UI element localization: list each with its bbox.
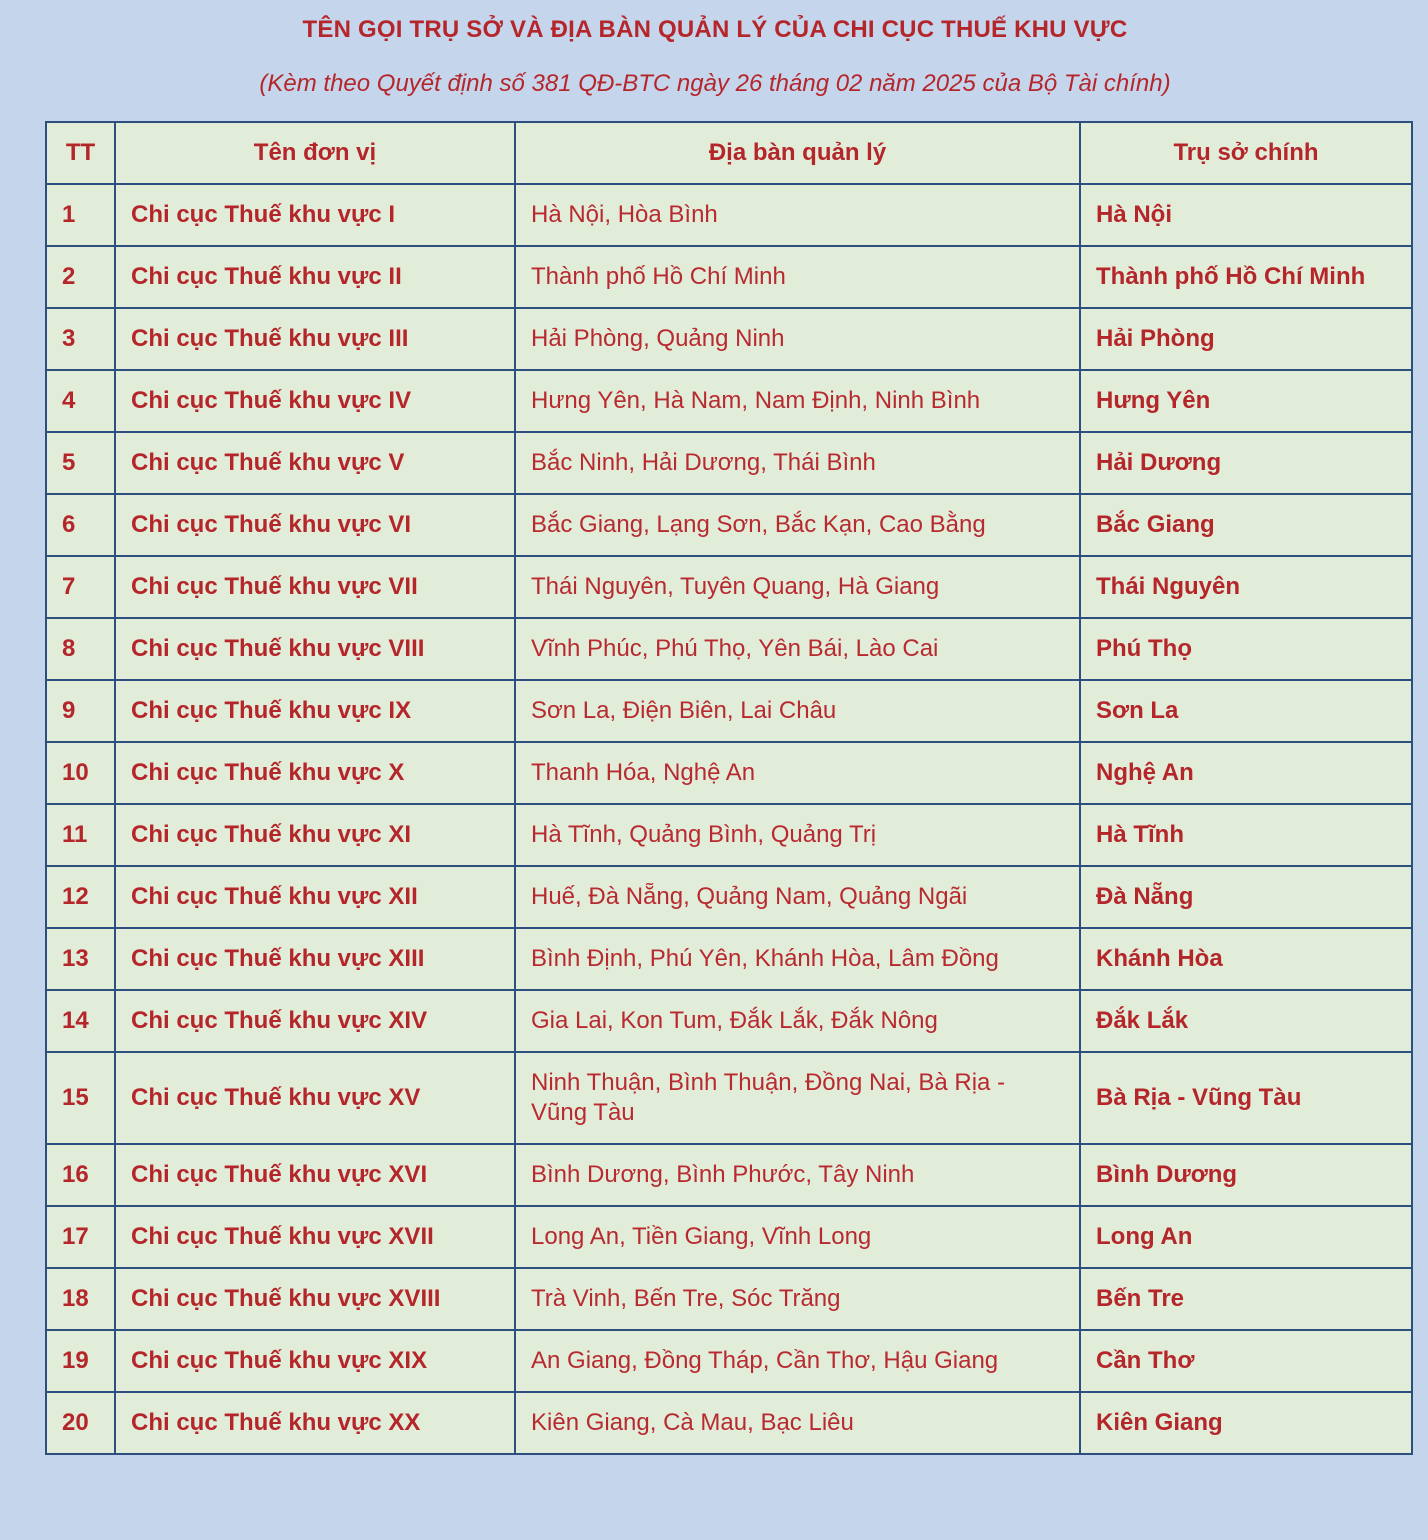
header-management-area: Địa bàn quản lý xyxy=(515,122,1080,184)
row-management-area-cell: Thái Nguyên, Tuyên Quang, Hà Giang xyxy=(515,556,1080,618)
header-row xyxy=(46,122,1412,184)
row-unit-name-cell: Chi cục Thuế khu vực X xyxy=(115,742,515,804)
table-row xyxy=(46,866,1412,928)
row-headquarters-cell: Hải Dương xyxy=(1080,432,1412,494)
row-management-area-cell: Ninh Thuận, Bình Thuận, Đồng Nai, Bà Rịa - Vũng Tàu xyxy=(515,1052,1080,1144)
table-row xyxy=(46,1052,1412,1144)
row-tt-cell: 5 xyxy=(46,432,115,494)
table-row xyxy=(46,1144,1412,1206)
row-unit-name-cell: Chi cục Thuế khu vực IV xyxy=(115,370,515,432)
table-row xyxy=(46,1392,1412,1454)
table-row xyxy=(46,494,1412,556)
table-row xyxy=(46,618,1412,680)
row-management-area-cell: Bình Dương, Bình Phước, Tây Ninh xyxy=(515,1144,1080,1206)
row-unit-name-cell: Chi cục Thuế khu vực XIV xyxy=(115,990,515,1052)
table-row xyxy=(46,1206,1412,1268)
row-unit-name-cell: Chi cục Thuế khu vực II xyxy=(115,246,515,308)
row-management-area-cell: An Giang, Đồng Tháp, Cần Thơ, Hậu Giang xyxy=(515,1330,1080,1392)
document-subtitle: (Kèm theo Quyết định số 381 QĐ-BTC ngày 26 tháng 02 năm 2025 của Bộ Tài chính) xyxy=(259,70,1171,97)
row-tt-cell: 18 xyxy=(46,1268,115,1330)
row-tt-cell: 17 xyxy=(46,1206,115,1268)
row-tt-cell: 19 xyxy=(46,1330,115,1392)
row-tt-cell: 3 xyxy=(46,308,115,370)
row-unit-name-cell: Chi cục Thuế khu vực VI xyxy=(115,494,515,556)
row-headquarters-cell: Long An xyxy=(1080,1206,1412,1268)
table-row xyxy=(46,308,1412,370)
row-headquarters-cell: Phú Thọ xyxy=(1080,618,1412,680)
row-tt-cell: 2 xyxy=(46,246,115,308)
row-headquarters-cell: Bắc Giang xyxy=(1080,494,1412,556)
table-row xyxy=(46,556,1412,618)
row-tt-cell: 1 xyxy=(46,184,115,246)
row-management-area-cell: Thanh Hóa, Nghệ An xyxy=(515,742,1080,804)
row-headquarters-cell: Bình Dương xyxy=(1080,1144,1412,1206)
table-row xyxy=(46,1330,1412,1392)
table-row xyxy=(46,184,1412,246)
row-unit-name-cell: Chi cục Thuế khu vực XIX xyxy=(115,1330,515,1392)
table-body xyxy=(46,184,1412,1454)
row-unit-name-cell: Chi cục Thuế khu vực I xyxy=(115,184,515,246)
row-tt-cell: 11 xyxy=(46,804,115,866)
table-row xyxy=(46,742,1412,804)
row-tt-cell: 8 xyxy=(46,618,115,680)
row-headquarters-cell: Nghệ An xyxy=(1080,742,1412,804)
header-tt: TT xyxy=(46,122,115,184)
row-management-area-cell: Hà Tĩnh, Quảng Bình, Quảng Trị xyxy=(515,804,1080,866)
row-headquarters-cell: Thành phố Hồ Chí Minh xyxy=(1080,246,1412,308)
row-management-area-cell: Sơn La, Điện Biên, Lai Châu xyxy=(515,680,1080,742)
row-tt-cell: 4 xyxy=(46,370,115,432)
row-management-area-cell: Hà Nội, Hòa Bình xyxy=(515,184,1080,246)
row-headquarters-cell: Khánh Hòa xyxy=(1080,928,1412,990)
row-unit-name-cell: Chi cục Thuế khu vực VIII xyxy=(115,618,515,680)
row-management-area-cell: Vĩnh Phúc, Phú Thọ, Yên Bái, Lào Cai xyxy=(515,618,1080,680)
row-tt-cell: 20 xyxy=(46,1392,115,1454)
row-management-area-cell: Hưng Yên, Hà Nam, Nam Định, Ninh Bình xyxy=(515,370,1080,432)
table-row xyxy=(46,928,1412,990)
row-headquarters-cell: Hà Tĩnh xyxy=(1080,804,1412,866)
row-headquarters-cell: Sơn La xyxy=(1080,680,1412,742)
row-tt-cell: 9 xyxy=(46,680,115,742)
row-tt-cell: 6 xyxy=(46,494,115,556)
row-headquarters-cell: Bến Tre xyxy=(1080,1268,1412,1330)
row-headquarters-cell: Kiên Giang xyxy=(1080,1392,1412,1454)
table-header xyxy=(46,122,1412,184)
row-management-area-cell: Thành phố Hồ Chí Minh xyxy=(515,246,1080,308)
row-management-area-cell: Trà Vinh, Bến Tre, Sóc Trăng xyxy=(515,1268,1080,1330)
row-unit-name-cell: Chi cục Thuế khu vực IX xyxy=(115,680,515,742)
document-title: TÊN GỌI TRỤ SỞ VÀ ĐỊA BÀN QUẢN LÝ CỦA CHI CỤC THUẾ KHU VỰC xyxy=(302,16,1128,43)
row-unit-name-cell: Chi cục Thuế khu vực XVI xyxy=(115,1144,515,1206)
row-headquarters-cell: Thái Nguyên xyxy=(1080,556,1412,618)
row-tt-cell: 12 xyxy=(46,866,115,928)
row-management-area-cell: Bình Định, Phú Yên, Khánh Hòa, Lâm Đồng xyxy=(515,928,1080,990)
row-headquarters-cell: Hưng Yên xyxy=(1080,370,1412,432)
table-row xyxy=(46,990,1412,1052)
row-unit-name-cell: Chi cục Thuế khu vực XVII xyxy=(115,1206,515,1268)
row-headquarters-cell: Hà Nội xyxy=(1080,184,1412,246)
table-row xyxy=(46,804,1412,866)
row-management-area-cell: Kiên Giang, Cà Mau, Bạc Liêu xyxy=(515,1392,1080,1454)
row-unit-name-cell: Chi cục Thuế khu vực XI xyxy=(115,804,515,866)
row-tt-cell: 14 xyxy=(46,990,115,1052)
row-tt-cell: 10 xyxy=(46,742,115,804)
table-row xyxy=(46,370,1412,432)
row-unit-name-cell: Chi cục Thuế khu vực III xyxy=(115,308,515,370)
row-unit-name-cell: Chi cục Thuế khu vực V xyxy=(115,432,515,494)
row-tt-cell: 15 xyxy=(46,1052,115,1144)
row-management-area-cell: Long An, Tiền Giang, Vĩnh Long xyxy=(515,1206,1080,1268)
tax-region-table xyxy=(45,121,1413,1455)
row-management-area-cell: Bắc Giang, Lạng Sơn, Bắc Kạn, Cao Bằng xyxy=(515,494,1080,556)
row-unit-name-cell: Chi cục Thuế khu vực VII xyxy=(115,556,515,618)
row-tt-cell: 16 xyxy=(46,1144,115,1206)
row-headquarters-cell: Đà Nẵng xyxy=(1080,866,1412,928)
table-row xyxy=(46,680,1412,742)
row-unit-name-cell: Chi cục Thuế khu vực XX xyxy=(115,1392,515,1454)
row-management-area-cell: Bắc Ninh, Hải Dương, Thái Bình xyxy=(515,432,1080,494)
row-tt-cell: 13 xyxy=(46,928,115,990)
row-unit-name-cell: Chi cục Thuế khu vực XII xyxy=(115,866,515,928)
row-headquarters-cell: Hải Phòng xyxy=(1080,308,1412,370)
row-headquarters-cell: Bà Rịa - Vũng Tàu xyxy=(1080,1052,1412,1144)
row-headquarters-cell: Cần Thơ xyxy=(1080,1330,1412,1392)
row-management-area-cell: Hải Phòng, Quảng Ninh xyxy=(515,308,1080,370)
table-row xyxy=(46,246,1412,308)
row-tt-cell: 7 xyxy=(46,556,115,618)
header-unit-name: Tên đơn vị xyxy=(115,122,515,184)
table-row xyxy=(46,432,1412,494)
row-unit-name-cell: Chi cục Thuế khu vực XVIII xyxy=(115,1268,515,1330)
row-management-area-cell: Huế, Đà Nẵng, Quảng Nam, Quảng Ngãi xyxy=(515,866,1080,928)
row-management-area-cell: Gia Lai, Kon Tum, Đắk Lắk, Đắk Nông xyxy=(515,990,1080,1052)
row-unit-name-cell: Chi cục Thuế khu vực XIII xyxy=(115,928,515,990)
row-headquarters-cell: Đắk Lắk xyxy=(1080,990,1412,1052)
row-unit-name-cell: Chi cục Thuế khu vực XV xyxy=(115,1052,515,1144)
header-headquarters: Trụ sở chính xyxy=(1080,122,1412,184)
table-row xyxy=(46,1268,1412,1330)
